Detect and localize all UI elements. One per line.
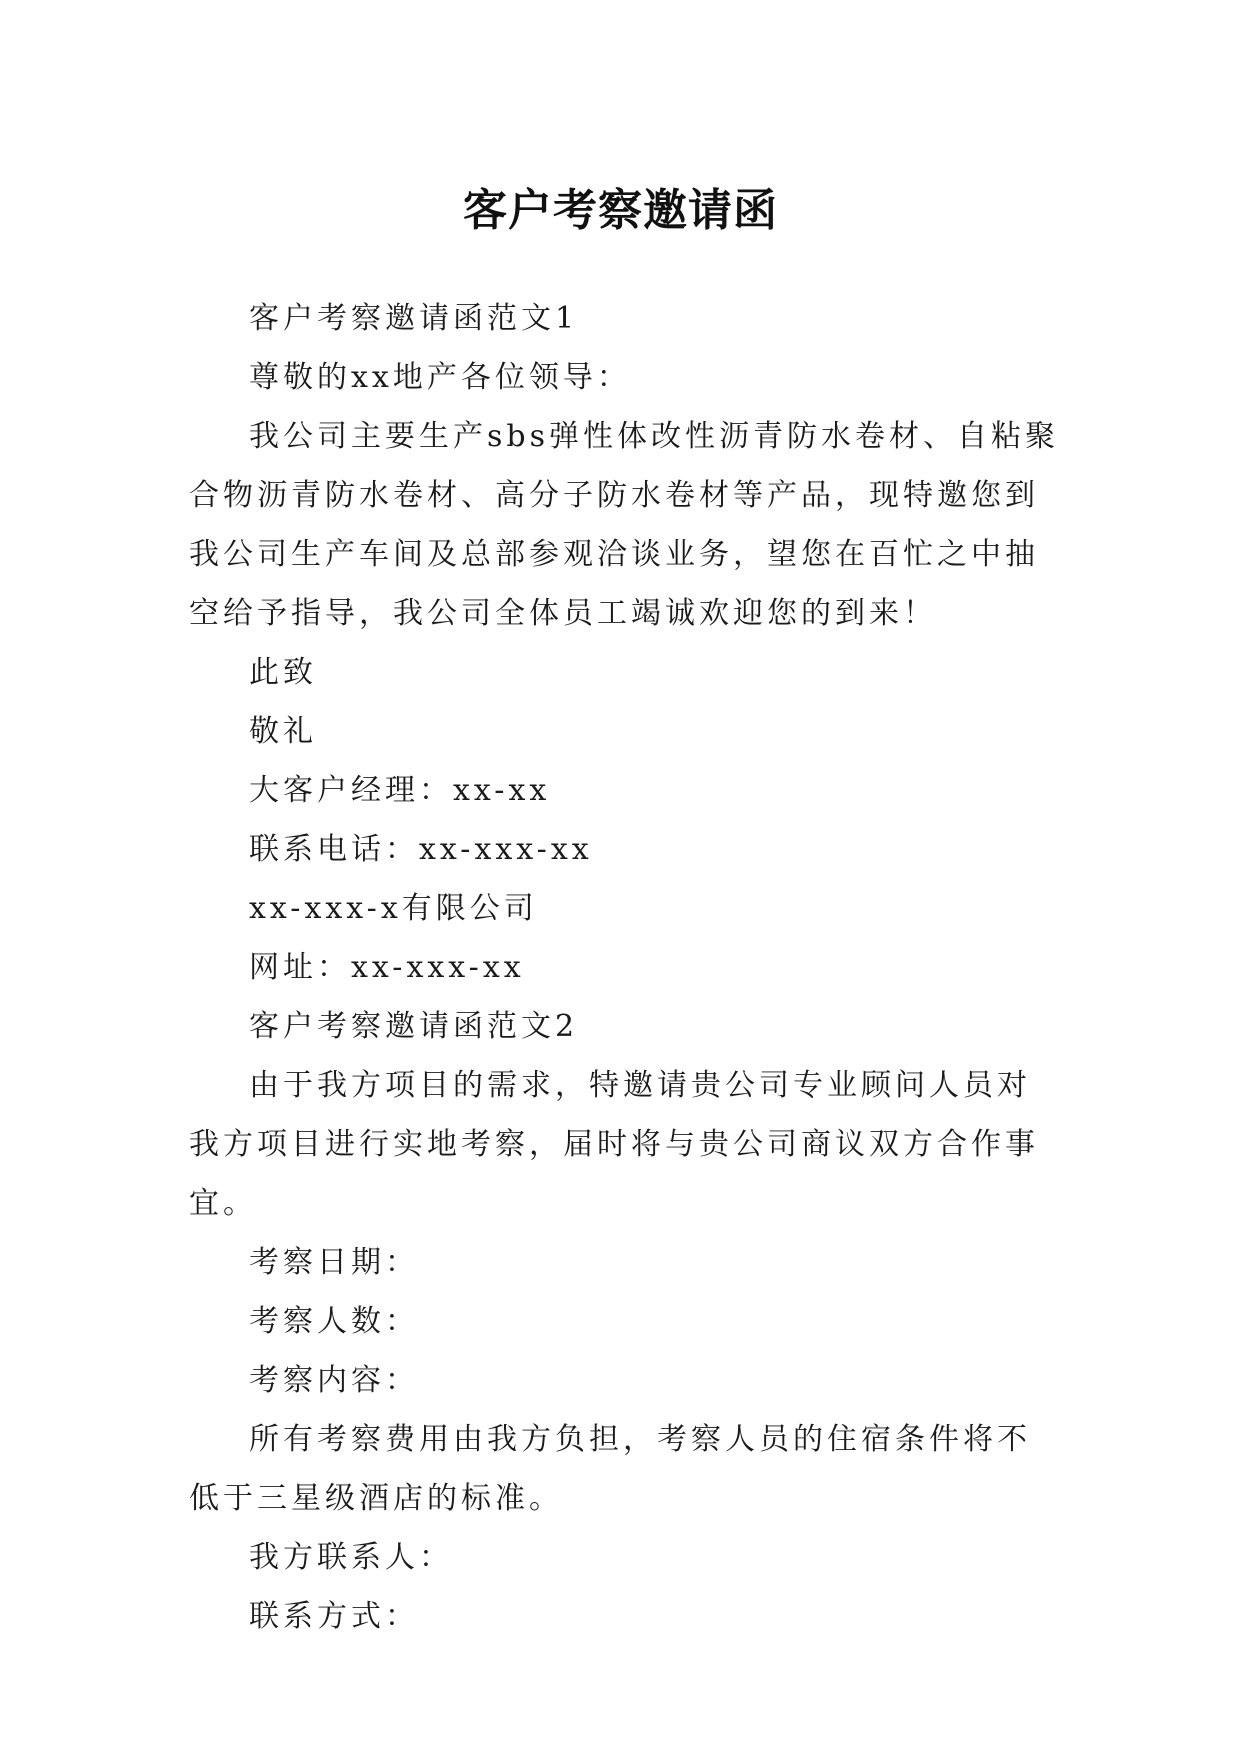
account-manager: 大客户经理：xx-xx bbox=[249, 773, 551, 808]
our-contact-person: 我方联系人： bbox=[249, 1540, 453, 1575]
inspection-headcount: 考察人数： bbox=[249, 1304, 419, 1339]
document-title: 客户考察邀请函 bbox=[463, 185, 778, 237]
contact-method: 联系方式： bbox=[249, 1599, 419, 1634]
expense-note: 所有考察费用由我方负担，考察人员的住宿条件将不低于三星级酒店的标准。 bbox=[189, 1422, 1031, 1516]
inspection-date: 考察日期： bbox=[249, 1245, 419, 1280]
section-heading-2: 客户考察邀请函范文2 bbox=[249, 1009, 579, 1044]
section-heading-1: 客户考察邀请函范文1 bbox=[249, 301, 579, 336]
contact-phone: 联系电话：xx-xxx-xx bbox=[249, 832, 593, 867]
salutation: 尊敬的xx地产各位领导： bbox=[249, 360, 631, 395]
invitation-paragraph-2: 由于我方项目的需求，特邀请贵公司专业顾问人员对我方项目进行实地考察，届时将与贵公司商议双方合作事宜。 bbox=[189, 1068, 1039, 1221]
website: 网址：xx-xxx-xx bbox=[249, 950, 525, 985]
company-name: xx-xxx-x有限公司 bbox=[249, 891, 538, 926]
invitation-paragraph-1: 我公司主要生产sbs弹性体改性沥青防水卷材、自粘聚合物沥青防水卷材、高分子防水卷材等产品，现特邀您到我公司生产车间及总部参观洽谈业务，望您在百忙之中抽空给予指导，我公司全体员工竭诚欢迎您的到来！ bbox=[189, 419, 1059, 631]
document-body bbox=[189, 289, 1059, 1646]
closing-line-1: 此致 bbox=[249, 655, 317, 690]
inspection-content: 考察内容： bbox=[249, 1363, 419, 1398]
closing-line-2: 敬礼 bbox=[249, 714, 317, 749]
